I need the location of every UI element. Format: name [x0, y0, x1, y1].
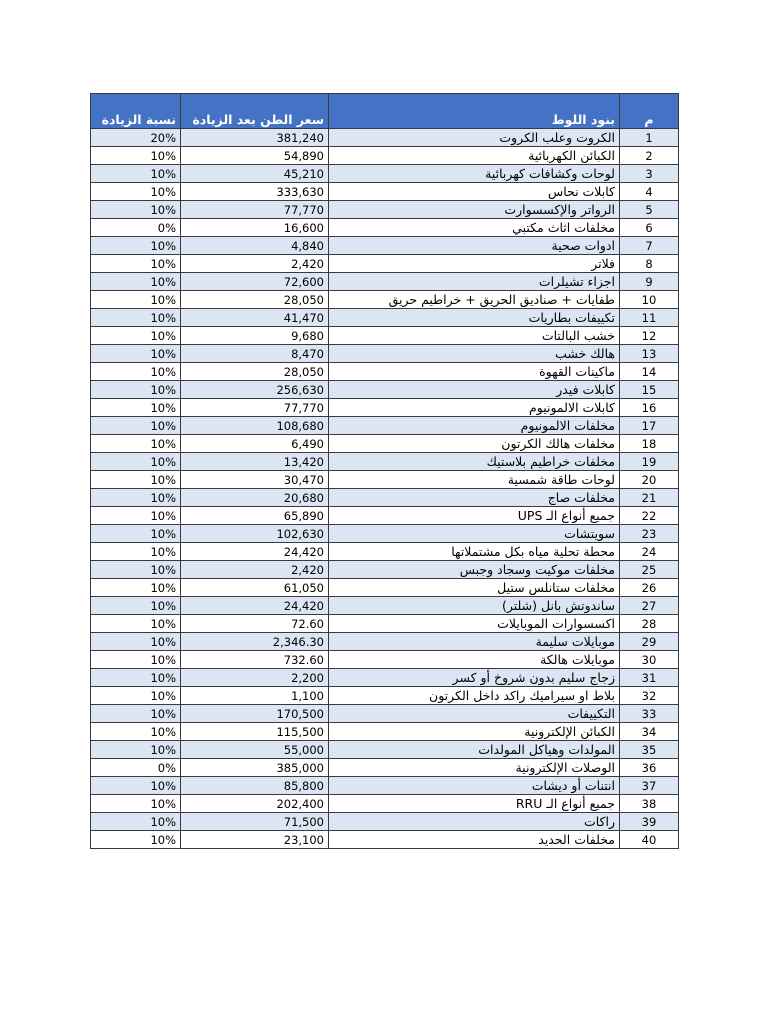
header-increase-percent[interactable]: نسبة الزيادة	[91, 94, 181, 129]
cell-price-per-ton[interactable]: 20,680	[181, 489, 329, 507]
cell-increase-percent[interactable]: 10%	[91, 651, 181, 669]
table-row	[91, 579, 679, 597]
cell-price-per-ton[interactable]: 13,420	[181, 453, 329, 471]
cell-increase-percent[interactable]: 10%	[91, 705, 181, 723]
cell-serial-number[interactable]: 38	[620, 795, 679, 813]
cell-increase-percent[interactable]: 10%	[91, 633, 181, 651]
table-row	[91, 327, 679, 345]
cell-lot-item[interactable]: ساندوتش بانل (شلتر)	[329, 597, 620, 615]
cell-increase-percent[interactable]: 0%	[91, 759, 181, 777]
cell-price-per-ton[interactable]: 732.60	[181, 651, 329, 669]
table-row	[91, 687, 679, 705]
cell-serial-number[interactable]: 7	[620, 237, 679, 255]
cell-lot-item[interactable]: كابلات الالمونيوم	[329, 399, 620, 417]
table-row	[91, 669, 679, 687]
cell-serial-number[interactable]: 25	[620, 561, 679, 579]
cell-serial-number[interactable]: 17	[620, 417, 679, 435]
cell-increase-percent[interactable]: 10%	[91, 471, 181, 489]
cell-price-per-ton[interactable]: 24,420	[181, 543, 329, 561]
header-row	[91, 94, 679, 129]
cell-lot-item[interactable]: جميع أنواع الـ RRU	[329, 795, 620, 813]
table-row	[91, 381, 679, 399]
cell-serial-number[interactable]: 2	[620, 147, 679, 165]
cell-price-per-ton[interactable]: 202,400	[181, 795, 329, 813]
cell-lot-item[interactable]: خشب البالتات	[329, 327, 620, 345]
cell-increase-percent[interactable]: 10%	[91, 399, 181, 417]
cell-serial-number[interactable]: 1	[620, 129, 679, 147]
cell-increase-percent[interactable]: 10%	[91, 669, 181, 687]
cell-price-per-ton[interactable]: 256,630	[181, 381, 329, 399]
cell-price-per-ton[interactable]: 2,346.30	[181, 633, 329, 651]
table-row	[91, 777, 679, 795]
table-row	[91, 471, 679, 489]
table-row	[91, 363, 679, 381]
table-row	[91, 201, 679, 219]
cell-serial-number[interactable]: 23	[620, 525, 679, 543]
cell-serial-number[interactable]: 28	[620, 615, 679, 633]
cell-lot-item[interactable]: موبايلات سليمة	[329, 633, 620, 651]
cell-price-per-ton[interactable]: 102,630	[181, 525, 329, 543]
table-row	[91, 129, 679, 147]
table-row	[91, 759, 679, 777]
cell-price-per-ton[interactable]: 28,050	[181, 291, 329, 309]
cell-serial-number[interactable]: 27	[620, 597, 679, 615]
cell-price-per-ton[interactable]: 54,890	[181, 147, 329, 165]
cell-increase-percent[interactable]: 10%	[91, 615, 181, 633]
table-row	[91, 147, 679, 165]
cell-increase-percent[interactable]: 10%	[91, 777, 181, 795]
table-row	[91, 417, 679, 435]
cell-serial-number[interactable]: 16	[620, 399, 679, 417]
cell-serial-number[interactable]: 39	[620, 813, 679, 831]
cell-serial-number[interactable]: 29	[620, 633, 679, 651]
cell-lot-item[interactable]: الكروت وعلب الكروت	[329, 129, 620, 147]
cell-lot-item[interactable]: تكييفات بطاريات	[329, 309, 620, 327]
table-row	[91, 273, 679, 291]
cell-serial-number[interactable]: 6	[620, 219, 679, 237]
cell-increase-percent[interactable]: 10%	[91, 687, 181, 705]
table-row	[91, 219, 679, 237]
cell-increase-percent[interactable]: 10%	[91, 417, 181, 435]
cell-price-per-ton[interactable]: 1,100	[181, 687, 329, 705]
cell-increase-percent[interactable]: 10%	[91, 507, 181, 525]
cell-lot-item[interactable]: لوحات طاقة شمسية	[329, 471, 620, 489]
cell-increase-percent[interactable]: 10%	[91, 327, 181, 345]
cell-lot-item[interactable]: التكييفات	[329, 705, 620, 723]
cell-increase-percent[interactable]: 10%	[91, 183, 181, 201]
table-row	[91, 615, 679, 633]
cell-serial-number[interactable]: 33	[620, 705, 679, 723]
cell-serial-number[interactable]: 4	[620, 183, 679, 201]
cell-price-per-ton[interactable]: 85,800	[181, 777, 329, 795]
table-row	[91, 741, 679, 759]
table-row	[91, 561, 679, 579]
table-row	[91, 255, 679, 273]
cell-lot-item[interactable]: اجزاء تشيلرات	[329, 273, 620, 291]
cell-increase-percent[interactable]: 10%	[91, 381, 181, 399]
cell-serial-number[interactable]: 14	[620, 363, 679, 381]
cell-increase-percent[interactable]: 10%	[91, 723, 181, 741]
cell-serial-number[interactable]: 40	[620, 831, 679, 849]
table-row	[91, 453, 679, 471]
cell-increase-percent[interactable]: 10%	[91, 543, 181, 561]
cell-increase-percent[interactable]: 10%	[91, 831, 181, 849]
table-row	[91, 183, 679, 201]
cell-lot-item[interactable]: طفايات + صناديق الحريق + خراطيم حريق	[329, 291, 620, 309]
table-row	[91, 651, 679, 669]
cell-increase-percent[interactable]: 10%	[91, 525, 181, 543]
cell-lot-item[interactable]: الوصلات الإلكترونية	[329, 759, 620, 777]
cell-serial-number[interactable]: 32	[620, 687, 679, 705]
table-row	[91, 723, 679, 741]
cell-increase-percent[interactable]: 10%	[91, 291, 181, 309]
cell-serial-number[interactable]: 10	[620, 291, 679, 309]
cell-price-per-ton[interactable]: 41,470	[181, 309, 329, 327]
cell-serial-number[interactable]: 15	[620, 381, 679, 399]
cell-lot-item[interactable]: الرواتر والإكسسوارت	[329, 201, 620, 219]
cell-lot-item[interactable]: مخلفات الالمونيوم	[329, 417, 620, 435]
cell-price-per-ton[interactable]: 6,490	[181, 435, 329, 453]
table-row	[91, 525, 679, 543]
cell-increase-percent[interactable]: 10%	[91, 489, 181, 507]
cell-increase-percent[interactable]: 10%	[91, 237, 181, 255]
cell-lot-item[interactable]: موبايلات هالكة	[329, 651, 620, 669]
table-row	[91, 399, 679, 417]
cell-price-per-ton[interactable]: 24,420	[181, 597, 329, 615]
cell-increase-percent[interactable]: 10%	[91, 309, 181, 327]
spreadsheet-sheet	[90, 93, 678, 849]
header-serial-number[interactable]: م	[620, 94, 679, 129]
cell-price-per-ton[interactable]: 333,630	[181, 183, 329, 201]
cell-lot-item[interactable]: مخلفات ستانلس ستيل	[329, 579, 620, 597]
cell-increase-percent[interactable]: 10%	[91, 741, 181, 759]
cell-lot-item[interactable]: مخلفات صاج	[329, 489, 620, 507]
cell-price-per-ton[interactable]: 30,470	[181, 471, 329, 489]
cell-increase-percent[interactable]: 10%	[91, 273, 181, 291]
table-row	[91, 291, 679, 309]
cell-increase-percent[interactable]: 10%	[91, 363, 181, 381]
table-row	[91, 597, 679, 615]
cell-price-per-ton[interactable]: 72,600	[181, 273, 329, 291]
table-row	[91, 543, 679, 561]
cell-lot-item[interactable]: محطة تحلية مياه بكل مشتملاتها	[329, 543, 620, 561]
cell-lot-item[interactable]: اكسسوارات الموبايلات	[329, 615, 620, 633]
table-row	[91, 165, 679, 183]
cell-increase-percent[interactable]: 20%	[91, 129, 181, 147]
cell-price-per-ton[interactable]: 77,770	[181, 201, 329, 219]
cell-lot-item[interactable]: الكبائن الإلكترونية	[329, 723, 620, 741]
table-row	[91, 345, 679, 363]
cell-serial-number[interactable]: 35	[620, 741, 679, 759]
cell-lot-item[interactable]: ادوات صحية	[329, 237, 620, 255]
table-body	[91, 129, 679, 849]
cell-lot-item[interactable]: ماكينات القهوة	[329, 363, 620, 381]
table-row	[91, 309, 679, 327]
cell-lot-item[interactable]: الكبائن الكهربائية	[329, 147, 620, 165]
cell-price-per-ton[interactable]: 28,050	[181, 363, 329, 381]
cell-serial-number[interactable]: 11	[620, 309, 679, 327]
cell-increase-percent[interactable]: 10%	[91, 147, 181, 165]
cell-lot-item[interactable]: كابلات فيدر	[329, 381, 620, 399]
cell-price-per-ton[interactable]: 8,470	[181, 345, 329, 363]
cell-increase-percent[interactable]: 10%	[91, 453, 181, 471]
cell-serial-number[interactable]: 20	[620, 471, 679, 489]
header-lot-items[interactable]: بنود اللوط	[329, 94, 620, 129]
cell-lot-item[interactable]: فلاتر	[329, 255, 620, 273]
cell-price-per-ton[interactable]: 170,500	[181, 705, 329, 723]
cell-serial-number[interactable]: 9	[620, 273, 679, 291]
cell-serial-number[interactable]: 37	[620, 777, 679, 795]
cell-increase-percent[interactable]: 10%	[91, 255, 181, 273]
lots-price-table	[90, 93, 679, 849]
cell-price-per-ton[interactable]: 2,200	[181, 669, 329, 687]
cell-increase-percent[interactable]: 10%	[91, 813, 181, 831]
table-row	[91, 237, 679, 255]
cell-price-per-ton[interactable]: 72.60	[181, 615, 329, 633]
cell-increase-percent[interactable]: 10%	[91, 345, 181, 363]
cell-serial-number[interactable]: 3	[620, 165, 679, 183]
cell-increase-percent[interactable]: 10%	[91, 795, 181, 813]
table-row	[91, 813, 679, 831]
header-price-per-ton[interactable]: سعر الطن بعد الزيادة	[181, 94, 329, 129]
cell-lot-item[interactable]: هالك خشب	[329, 345, 620, 363]
cell-lot-item[interactable]: مخلفات الحديد	[329, 831, 620, 849]
cell-price-per-ton[interactable]: 385,000	[181, 759, 329, 777]
cell-price-per-ton[interactable]: 55,000	[181, 741, 329, 759]
cell-serial-number[interactable]: 19	[620, 453, 679, 471]
cell-lot-item[interactable]: مخلفات هالك الكرتون	[329, 435, 620, 453]
cell-price-per-ton[interactable]: 45,210	[181, 165, 329, 183]
cell-price-per-ton[interactable]: 381,240	[181, 129, 329, 147]
table-row	[91, 435, 679, 453]
cell-price-per-ton[interactable]: 71,500	[181, 813, 329, 831]
cell-increase-percent[interactable]: 10%	[91, 165, 181, 183]
cell-increase-percent[interactable]: 10%	[91, 561, 181, 579]
table-row	[91, 705, 679, 723]
cell-price-per-ton[interactable]: 2,420	[181, 255, 329, 273]
cell-serial-number[interactable]: 31	[620, 669, 679, 687]
cell-lot-item[interactable]: بلاط او سيراميك راكد داخل الكرتون	[329, 687, 620, 705]
cell-serial-number[interactable]: 26	[620, 579, 679, 597]
cell-serial-number[interactable]: 36	[620, 759, 679, 777]
cell-price-per-ton[interactable]: 2,420	[181, 561, 329, 579]
cell-serial-number[interactable]: 12	[620, 327, 679, 345]
cell-increase-percent[interactable]: 10%	[91, 579, 181, 597]
table-row	[91, 831, 679, 849]
cell-lot-item[interactable]: لوحات وكشافات كهربائية	[329, 165, 620, 183]
table-row	[91, 489, 679, 507]
cell-lot-item[interactable]: مخلفات اثاث مكتبي	[329, 219, 620, 237]
cell-serial-number[interactable]: 34	[620, 723, 679, 741]
cell-serial-number[interactable]: 18	[620, 435, 679, 453]
cell-lot-item[interactable]: زجاج سليم بدون شروخ أو كسر	[329, 669, 620, 687]
table-header	[91, 94, 679, 129]
cell-serial-number[interactable]: 24	[620, 543, 679, 561]
cell-serial-number[interactable]: 13	[620, 345, 679, 363]
cell-serial-number[interactable]: 21	[620, 489, 679, 507]
cell-price-per-ton[interactable]: 115,500	[181, 723, 329, 741]
cell-price-per-ton[interactable]: 16,600	[181, 219, 329, 237]
cell-price-per-ton[interactable]: 23,100	[181, 831, 329, 849]
cell-price-per-ton[interactable]: 9,680	[181, 327, 329, 345]
cell-increase-percent[interactable]: 10%	[91, 597, 181, 615]
table-row	[91, 633, 679, 651]
cell-lot-item[interactable]: المولدات وهياكل المولدات	[329, 741, 620, 759]
cell-serial-number[interactable]: 5	[620, 201, 679, 219]
cell-serial-number[interactable]: 8	[620, 255, 679, 273]
cell-price-per-ton[interactable]: 108,680	[181, 417, 329, 435]
table-row	[91, 507, 679, 525]
table-row	[91, 795, 679, 813]
cell-increase-percent[interactable]: 10%	[91, 435, 181, 453]
cell-lot-item[interactable]: كابلات نحاس	[329, 183, 620, 201]
cell-price-per-ton[interactable]: 77,770	[181, 399, 329, 417]
cell-price-per-ton[interactable]: 65,890	[181, 507, 329, 525]
cell-price-per-ton[interactable]: 4,840	[181, 237, 329, 255]
cell-lot-item[interactable]: مخلفات خراطيم بلاستيك	[329, 453, 620, 471]
cell-lot-item[interactable]: مخلفات موكيت وسجاد وجبس	[329, 561, 620, 579]
cell-price-per-ton[interactable]: 61,050	[181, 579, 329, 597]
cell-increase-percent[interactable]: 10%	[91, 201, 181, 219]
cell-lot-item[interactable]: جميع أنواع الـ UPS	[329, 507, 620, 525]
cell-lot-item[interactable]: سويتشات	[329, 525, 620, 543]
cell-serial-number[interactable]: 22	[620, 507, 679, 525]
cell-increase-percent[interactable]: 0%	[91, 219, 181, 237]
cell-serial-number[interactable]: 30	[620, 651, 679, 669]
cell-lot-item[interactable]: راكات	[329, 813, 620, 831]
cell-lot-item[interactable]: انتنات أو ديشات	[329, 777, 620, 795]
